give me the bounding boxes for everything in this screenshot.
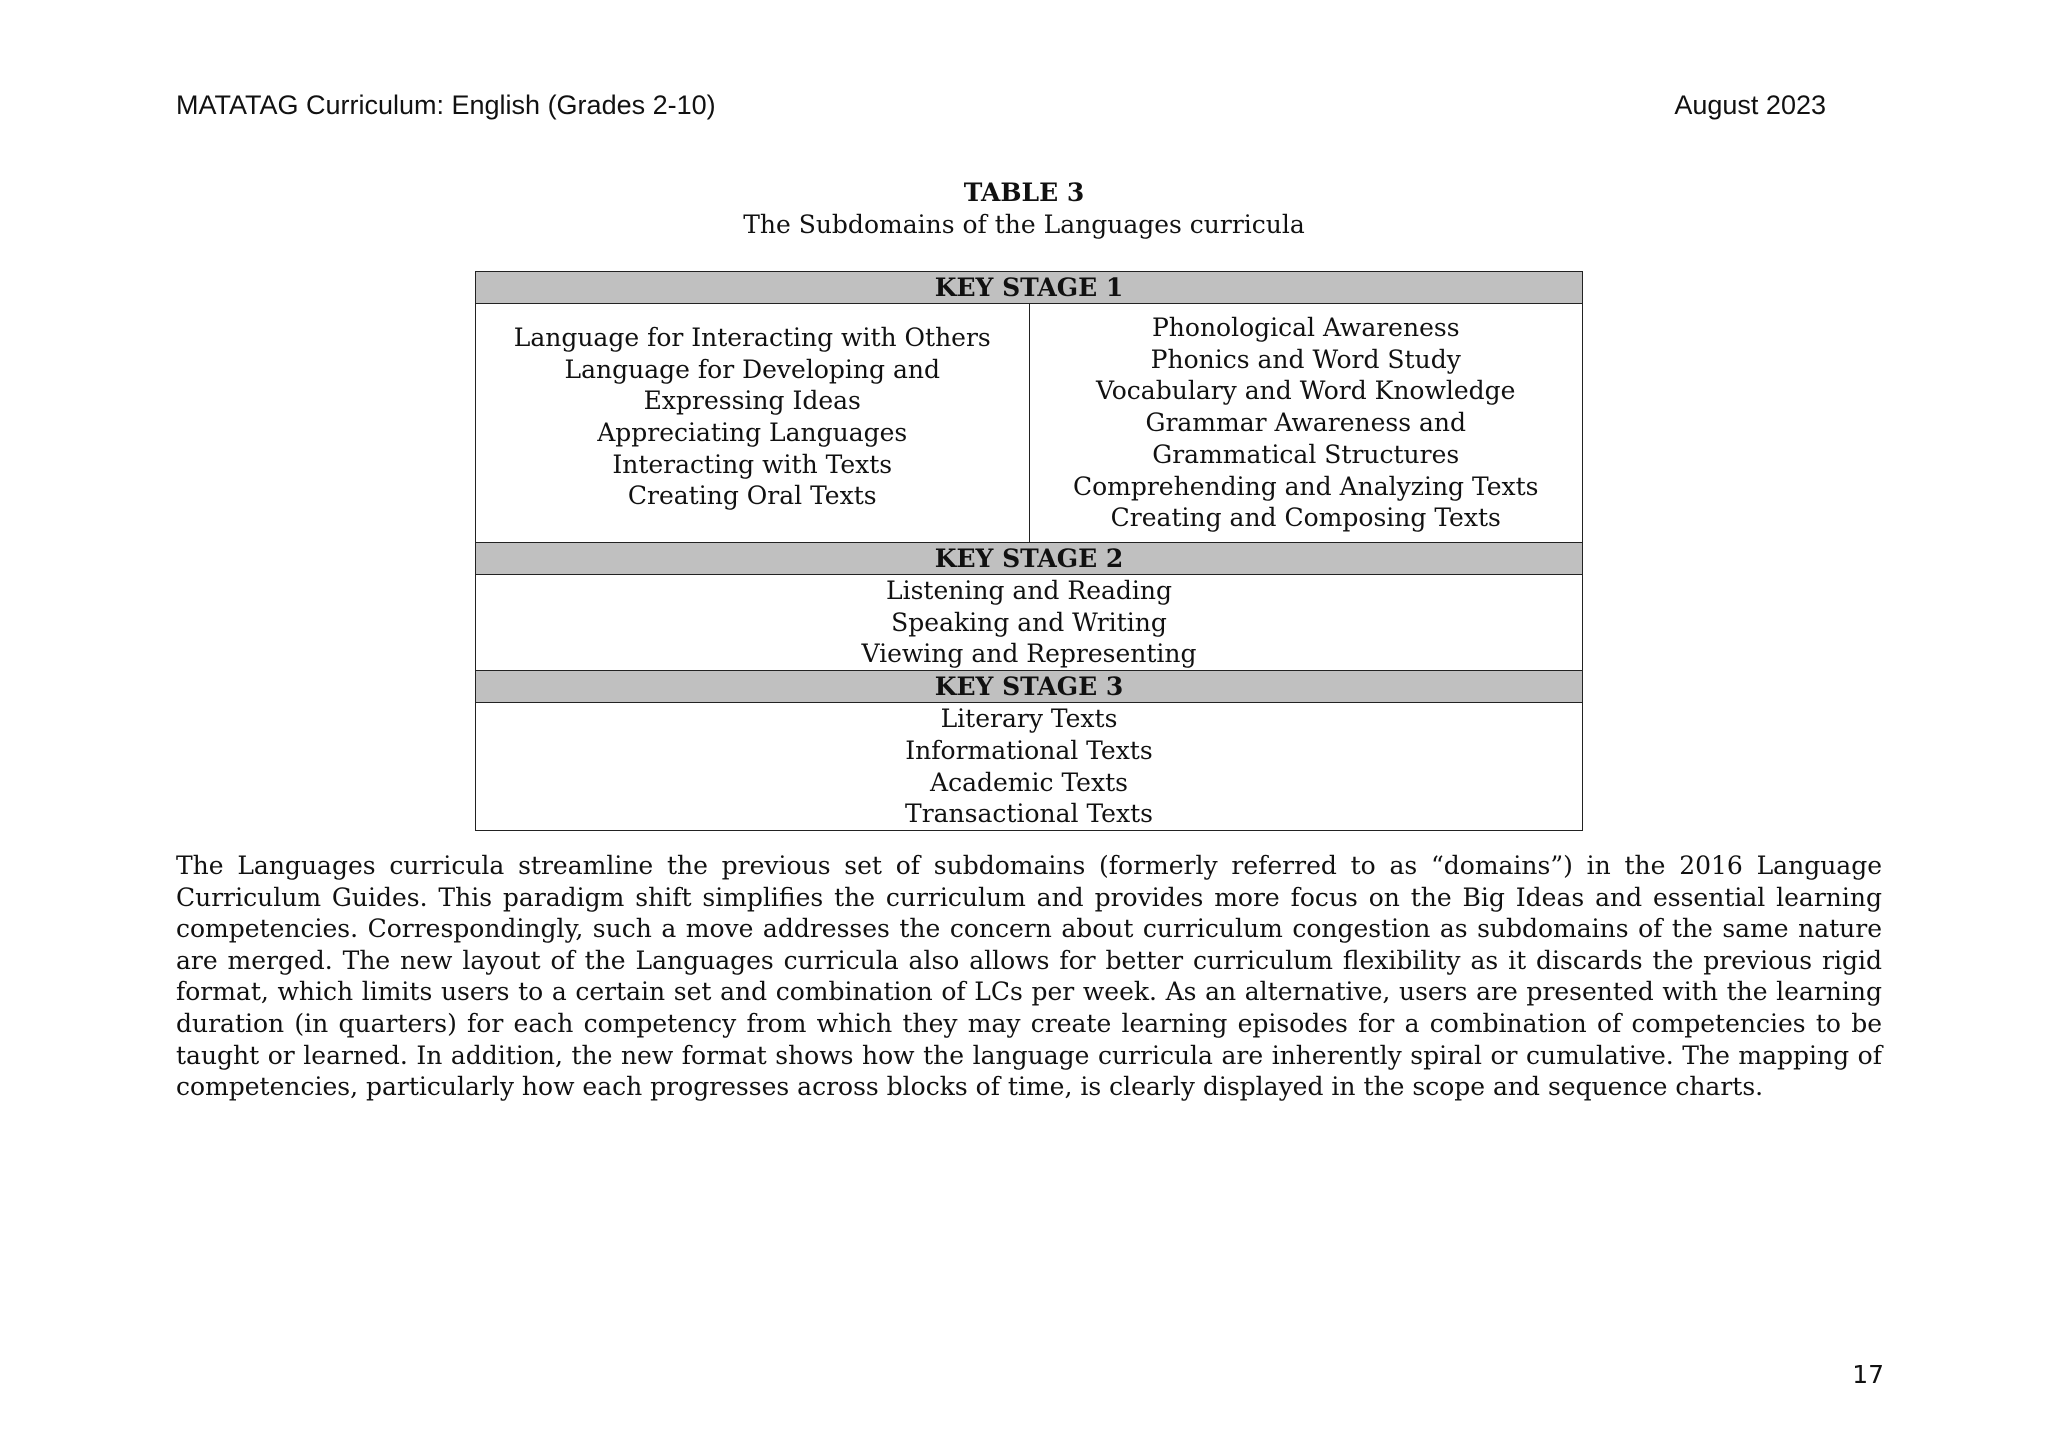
key-stage-1-header-row <box>476 272 1583 304</box>
key-stage-3-content-row <box>476 703 1583 831</box>
key-stage-2-cell <box>476 575 1583 671</box>
key-stage-3-header: KEY STAGE 3 <box>476 671 1583 703</box>
subdomain-item: Language for Interacting with Others <box>513 322 991 352</box>
subdomain-item: Creating and Composing Texts <box>1110 503 1501 533</box>
subdomain-item: Literary Texts <box>940 704 1118 734</box>
document-header-title: MATATAG Curriculum: English (Grades 2-10) <box>176 90 716 120</box>
subdomain-item: Appreciating Languages <box>597 418 908 447</box>
subdomain-item: Comprehending and Analyzing Texts <box>1072 471 1539 501</box>
table-title: TABLE 3 <box>963 178 1085 207</box>
subdomain-item: Grammar Awareness and <box>1145 408 1467 438</box>
key-stage-1-right-cell <box>1029 304 1583 543</box>
key-stage-2-header: KEY STAGE 2 <box>476 543 1583 575</box>
subdomain-item: Viewing and Representing <box>861 639 1197 669</box>
subdomain-item: Grammatical Structures <box>1152 439 1460 469</box>
key-stage-1-left-cell <box>476 304 1030 543</box>
subdomain-item: Speaking and Writing <box>891 607 1167 637</box>
document-header-date: August 2023 <box>1674 90 1826 120</box>
body-paragraph: The Languages curricula streamline the previous set of subdomains (formerly referred to as “domains”) in the 2016 Language Curriculum Guides. This paradigm shift simplifies the curriculum and provides more focus on the Big Ideas and essential learning competencies. Correspondingly, such a move addresses the concern about curriculum congestion as subdomains of the same nature are merged. The new layout of the Languages curricula also allows for better curriculum flexibility as it discards the previous rigid format, which limits users to a certain set and combination of LCs per week. As an alternative, users are presented with the learning duration (in quarters) for each competency from which they may create learning episodes for a combination of competencies to be taught or learned. In addition, the new format shows how the language curricula are inherently spiral or cumulative. The mapping of competencies, particularly how each progresses across blocks of time, is clearly displayed in the scope and sequence charts. <box>176 851 1882 1102</box>
subdomain-item: Creating Oral Texts <box>627 481 877 511</box>
key-stage-3-header-row <box>476 671 1583 703</box>
subdomain-item: Interacting with Texts <box>612 449 893 479</box>
key-stage-1-header: KEY STAGE 1 <box>476 272 1583 304</box>
subdomains-table <box>475 271 1583 831</box>
subdomain-item: Vocabulary and Word Knowledge <box>1096 376 1516 406</box>
subdomain-item: Transactional Texts <box>905 799 1153 829</box>
subdomain-item: Listening and Reading <box>886 576 1172 605</box>
key-stage-3-cell <box>476 703 1583 831</box>
key-stage-2-content-row <box>476 575 1583 671</box>
subdomain-item: Academic Texts <box>930 767 1128 797</box>
subdomain-item: Phonological Awareness <box>1151 313 1460 343</box>
key-stage-1-content-row <box>476 304 1583 543</box>
table-subtitle: The Subdomains of the Languages curricula <box>743 210 1305 239</box>
subdomain-item: Expressing Ideas <box>643 386 861 416</box>
key-stage-2-header-row <box>476 543 1583 575</box>
page-number: 17 <box>1852 1360 1884 1389</box>
subdomain-item: Language for Developing and <box>564 354 940 384</box>
subdomain-item: Informational Texts <box>905 735 1153 765</box>
subdomain-item: Phonics and Word Study <box>1150 344 1461 374</box>
